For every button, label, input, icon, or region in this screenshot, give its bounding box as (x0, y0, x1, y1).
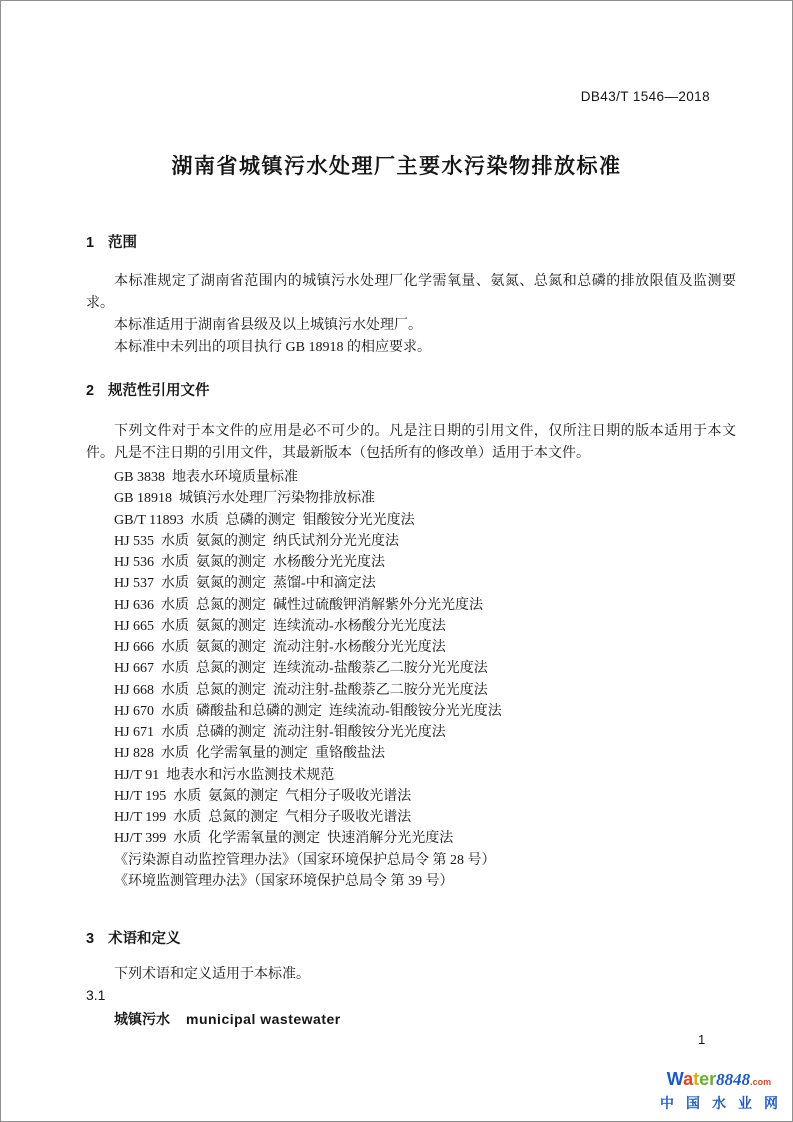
logo-letter-t: t (693, 1069, 700, 1089)
reference-item: GB 18918 城镇污水处理厂污染物排放标准 (114, 491, 375, 507)
term-english: municipal wastewater (186, 1011, 341, 1027)
logo-tagline: 中国水业网 (660, 1095, 790, 1111)
reference-item: GB/T 11893 水质 总磷的测定 钼酸铵分光光度法 (114, 512, 415, 528)
reference-item: HJ 828 水质 化学需氧量的测定 重铬酸盐法 (114, 746, 386, 762)
paragraph: 下列文件对于本文件的应用是必不可少的。凡是注日期的引用文件，仅所注日期的版本适用于本文件。凡是不注日期的引用文件，其最新版本（包括所有的修改单）适用于本文件。 (86, 424, 736, 461)
logo-letter-e: e (699, 1069, 710, 1089)
logo-letter-a: a (683, 1069, 694, 1089)
reference-item: GB 3838 地表水环境质量标准 (114, 470, 298, 485)
section-3-intro (86, 964, 736, 986)
section-1-heading (86, 231, 137, 252)
section-3-number: 3 (86, 931, 95, 947)
logo-wordmark (650, 1069, 788, 1092)
logo-letter-r: r (709, 1069, 717, 1089)
term-chinese: 城镇污水 (114, 1011, 170, 1027)
reference-item: HJ 636 水质 总氮的测定 碱性过硫酸钾消解紫外分光光度法 (114, 597, 484, 613)
reference-item: 《污染源自动监控管理办法》（国家环境保护总局令 第 28 号） (114, 852, 496, 868)
paragraph: 本标准适用于湖南省县级及以上城镇污水处理厂。 (114, 318, 422, 333)
section-3-heading (86, 927, 181, 948)
reference-item: HJ/T 199 水质 总氮的测定 气相分子吸收光谱法 (114, 810, 412, 825)
reference-item: HJ/T 399 水质 化学需氧量的测定 快速消解分光光度法 (114, 831, 454, 847)
reference-item: HJ 536 水质 氨氮的测定 水杨酸分光光度法 (114, 555, 386, 570)
reference-item: HJ 670 水质 磷酸盐和总磷的测定 连续流动-钼酸铵分光光度法 (114, 703, 502, 719)
section-3-title: 术语和定义 (108, 931, 181, 947)
reference-item: HJ 671 水质 总磷的测定 流动注射-钼酸铵分光光度法 (114, 725, 446, 740)
reference-item: HJ 535 水质 氨氮的测定 纳氏试剂分光光度法 (114, 533, 400, 549)
logo-tld: .com (750, 1077, 772, 1087)
document-title: 湖南省城镇污水处理厂主要水污染物排放标准 (171, 155, 622, 178)
normative-references-list (114, 467, 502, 892)
reference-item: HJ 668 水质 总氮的测定 流动注射-盐酸萘乙二胺分光光度法 (114, 682, 488, 698)
logo-letter-w: W (666, 1069, 684, 1089)
reference-item: 《环境监测管理办法》（国家环境保护总局令 第 39 号） (114, 873, 454, 889)
term-definition-line (114, 1009, 341, 1029)
clause-3-1-number: 3.1 (86, 987, 106, 1003)
section-2-intro (86, 421, 736, 465)
reference-item: HJ/T 195 水质 氨氮的测定 气相分子吸收光谱法 (114, 788, 412, 804)
water8848-watermark-logo[interactable] (650, 1069, 788, 1113)
standard-number: DB43/T 1546—2018 (580, 89, 710, 104)
page-number: 1 (698, 1032, 706, 1047)
reference-item: HJ 666 水质 氨氮的测定 流动注射-水杨酸分光光度法 (114, 640, 446, 655)
logo-number: 8848 (716, 1070, 751, 1089)
section-1-paragraphs (86, 271, 736, 359)
paragraph: 本标准中未列出的项目执行 GB 18918 的相应要求。 (114, 340, 431, 355)
section-1-number: 1 (86, 235, 95, 251)
reference-item: HJ 665 水质 氨氮的测定 连续流动-水杨酸分光光度法 (114, 618, 446, 634)
reference-item: HJ 667 水质 总氮的测定 连续流动-盐酸萘乙二胺分光光度法 (114, 661, 488, 677)
paragraph: 本标准规定了湖南省范围内的城镇污水处理厂化学需氧量、氨氮、总氮和总磷的排放限值及监测要求。 (86, 274, 736, 311)
paragraph: 下列术语和定义适用于本标准。 (114, 967, 310, 982)
reference-item: HJ 537 水质 氨氮的测定 蒸馏-中和滴定法 (114, 576, 376, 592)
section-2-heading (86, 379, 210, 400)
section-1-title: 范围 (108, 235, 137, 251)
section-2-number: 2 (86, 383, 95, 399)
section-2-title: 规范性引用文件 (108, 383, 210, 399)
reference-item: HJ/T 91 地表水和污水监测技术规范 (114, 767, 335, 783)
